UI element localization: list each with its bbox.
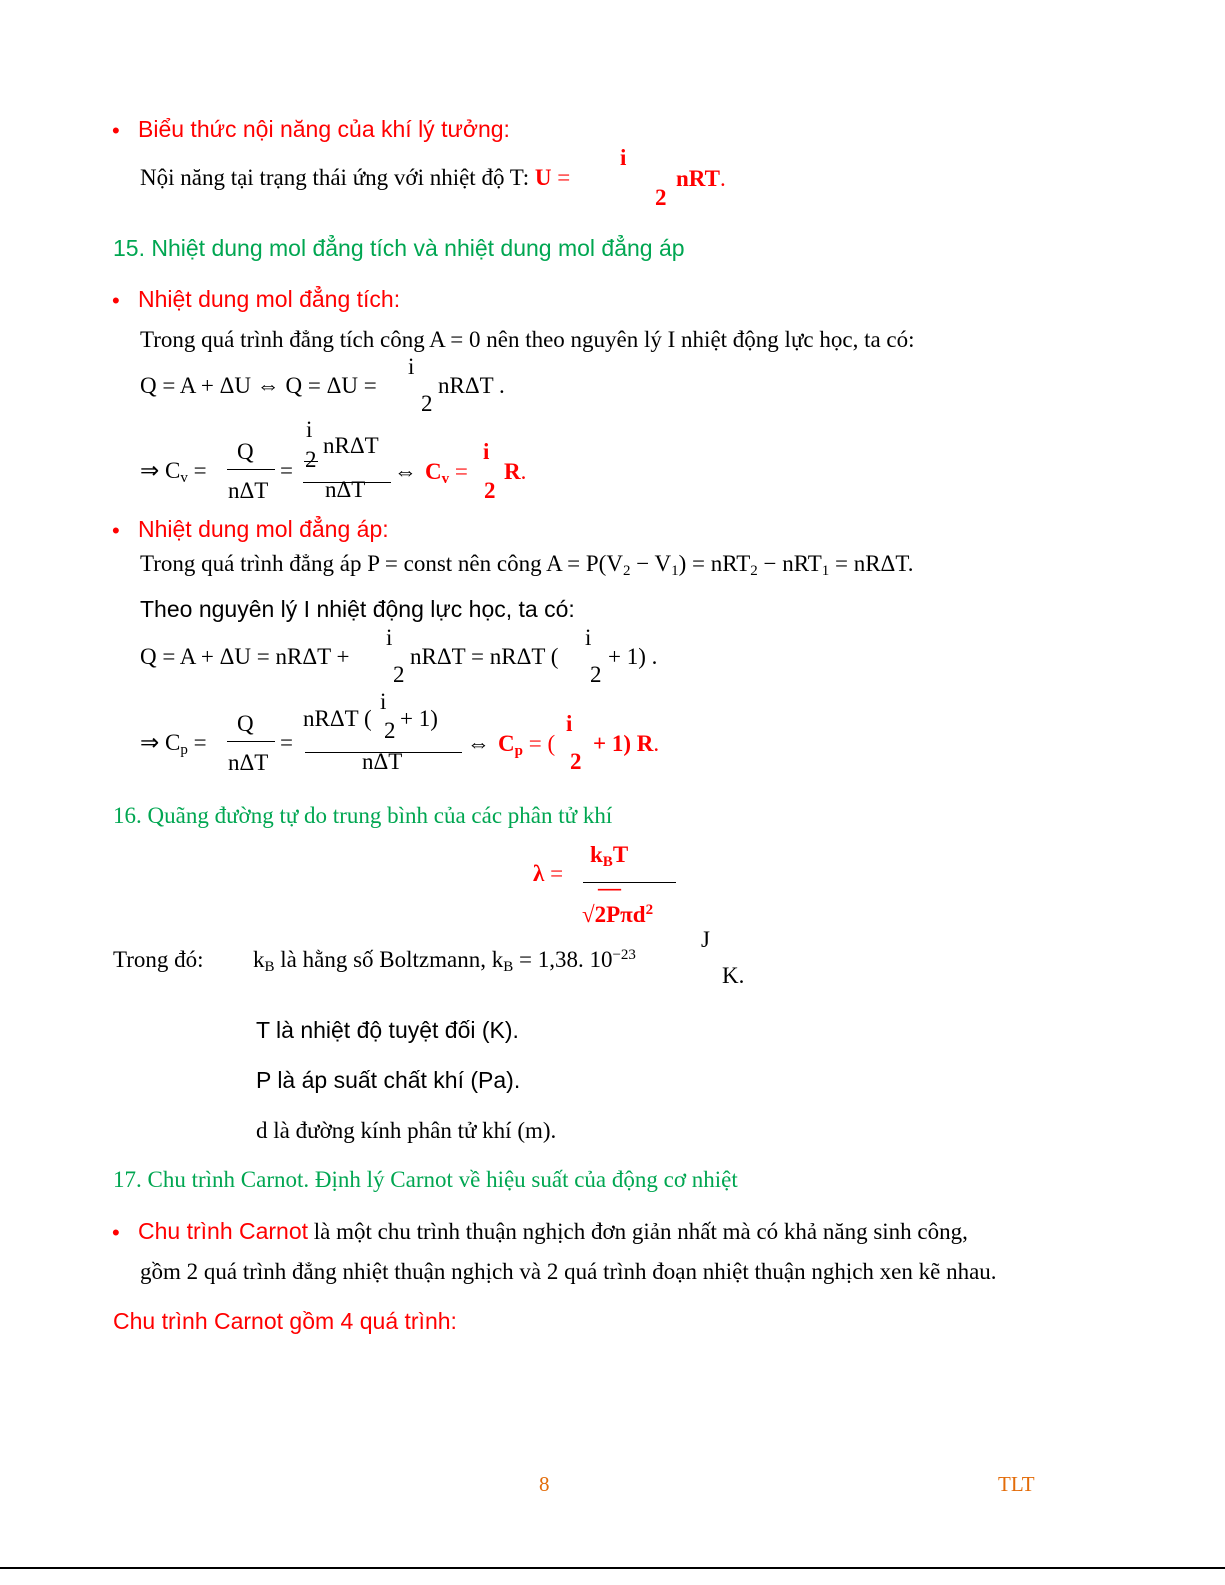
isobaric-law-line: Theo nguyên lý I nhiệt động lực học, ta có:: [140, 596, 575, 622]
dot: .: [653, 731, 660, 756]
equals: =: [280, 458, 293, 483]
internal-energy-prefix: Nội năng tại trạng thái ứng với nhiệt độ T:: [140, 165, 535, 190]
kb-value: = 1,38. 10: [513, 947, 613, 972]
section17-heading: 17. Chu trình Carnot. Định lý Carnot về hiệu suất của động cơ nhiệt: [113, 1167, 738, 1192]
sub-v: v: [180, 470, 188, 486]
carnot-bullet-line1: [138, 1220, 968, 1243]
sub-B: B: [264, 959, 275, 975]
where-label: Trong đó:: [113, 947, 204, 972]
frac-i: i: [566, 711, 573, 736]
k-text: k: [590, 842, 603, 867]
frac-two: 2: [655, 185, 667, 210]
cp-implies: [140, 730, 207, 758]
plus-one: + 1): [593, 731, 637, 756]
sub-1: 1: [821, 563, 830, 579]
overline: —: [598, 875, 621, 900]
exp-2: 2: [645, 902, 654, 918]
exp-neg23: −23: [612, 947, 636, 963]
k-text: k: [253, 947, 265, 972]
frac-Q-num: Q: [237, 439, 254, 464]
frac-two: 2: [393, 662, 405, 687]
isobaric-eq-end: + 1) .: [608, 644, 658, 669]
cp-tail: [593, 732, 659, 755]
equals: =: [454, 459, 468, 484]
lambda-denominator: [582, 903, 653, 926]
implies-C: ⇒ C: [140, 730, 181, 755]
nRT-text: nRT: [676, 166, 720, 191]
R-symbol: [504, 460, 526, 483]
lambda-text: λ: [533, 861, 545, 886]
frac-i: i: [408, 354, 415, 379]
section15-heading: 15. Nhiệt dung mol đẳng tích và nhiệt dung mol đẳng áp: [113, 235, 685, 261]
page-number: 8: [539, 1472, 550, 1496]
sub-2: 2: [750, 563, 758, 579]
frac-nDT-den: nΔT: [228, 750, 269, 775]
iff: ⇔: [394, 459, 417, 484]
sub-p: p: [180, 742, 188, 758]
equals: =: [550, 861, 564, 886]
sub-p: p: [514, 743, 523, 759]
bullet-dot: •: [112, 288, 120, 313]
fraction-bar: [583, 882, 676, 883]
dot: .: [520, 459, 527, 484]
fraction-bar-small: [304, 461, 318, 462]
minus-nrt: − nRT: [757, 551, 822, 576]
sub-B: B: [602, 854, 613, 870]
carnot-bullet-line2: gồm 2 quá trình đẳng nhiệt thuận nghịch và 2 quá trình đoạn nhiệt thuận nghịch xen kẽ nhau.: [140, 1259, 997, 1284]
carnot-four-processes: Chu trình Carnot gồm 4 quá trình:: [113, 1308, 457, 1334]
frac-two: 2: [305, 447, 317, 472]
internal-energy-line: [140, 166, 570, 189]
equals: =: [557, 165, 571, 190]
equals: =: [193, 458, 207, 483]
sub-1: 1: [671, 563, 679, 579]
frac-nDT-den: nΔT: [325, 477, 366, 502]
frac-i: i: [386, 625, 393, 650]
frac-nDT-den: nΔT: [362, 749, 403, 774]
sub-2: 2: [622, 563, 631, 579]
frac-Q-num: Q: [237, 711, 254, 736]
carnot-line1-rest: là một chu trình thuận nghịch đơn giản nhất mà có khả năng sinh công,: [313, 1219, 968, 1244]
R-text: R: [504, 459, 521, 484]
R-text: R: [636, 731, 654, 756]
frac-i: i: [483, 439, 490, 464]
fraction-bar: [227, 469, 275, 470]
symbol-nRT: [676, 167, 726, 190]
iff: ⇔: [467, 731, 490, 756]
carnot-red-term: Chu trình Carnot: [138, 1218, 309, 1244]
symbol-U: U: [534, 165, 552, 190]
T-text: T: [612, 842, 629, 867]
isobaric-intro: [140, 551, 914, 579]
isochoric-eq1-right: nRΔT .: [438, 373, 505, 398]
bullet-dot: •: [112, 518, 120, 543]
kb-desc: là hằng số Boltzmann, k: [274, 947, 504, 972]
equals: =: [193, 730, 207, 755]
isochoric-eq1-left: Q = A + ΔU ⇔ Q = ΔU =: [140, 373, 377, 398]
isochoric-intro: Trong quá trình đẳng tích công A = 0 nên theo nguyên lý I nhiệt động lực học, ta có:: [140, 327, 915, 352]
unit-J: J: [701, 927, 710, 952]
unit-K: [722, 964, 744, 987]
intro-text: Trong quá trình đẳng áp P = const nên công A = P(V: [140, 551, 623, 576]
frac-two: 2: [570, 749, 582, 774]
frac-i: i: [620, 145, 627, 170]
end-text: = nRΔT.: [829, 551, 914, 576]
cv-result: [425, 459, 468, 487]
implies-C: ⇒ C: [140, 458, 181, 483]
isochoric-title: Nhiệt dung mol đẳng tích:: [138, 286, 401, 312]
sub-B: B: [503, 959, 514, 975]
frac-two: 2: [484, 478, 496, 503]
section16-heading: 16. Quãng đường tự do trung bình của các phân tử khí: [113, 803, 613, 828]
frac-two: 2: [421, 391, 433, 416]
cp-num-left: nRΔT (: [303, 706, 372, 731]
bullet-dot: •: [112, 118, 120, 143]
frac-two: 2: [384, 718, 396, 743]
isobaric-eq-mid: nRΔT = nRΔT (: [410, 644, 559, 669]
frac-nDT-den: nΔT: [228, 478, 269, 503]
frac-i: i: [380, 689, 387, 714]
bottom-rule: [0, 1567, 1225, 1569]
d-description: d là đường kính phân tử khí (m).: [256, 1118, 557, 1143]
cp-result: [498, 731, 556, 759]
frac-i: i: [585, 625, 592, 650]
C-symbol: C: [498, 731, 515, 756]
dot: .: [738, 963, 745, 988]
mid-text: ) = nRT: [678, 551, 751, 576]
bullet-dot: •: [112, 1220, 120, 1245]
lambda-symbol: [533, 862, 563, 885]
fraction-bar: [227, 741, 275, 742]
isobaric-eq-left: Q = A + ΔU = nRΔT +: [140, 644, 350, 669]
boltzmann-line: [253, 947, 636, 975]
sqrt-text: √2Pπd: [582, 902, 646, 927]
internal-energy-title: Biểu thức nội năng của khí lý tưởng:: [138, 116, 510, 142]
lambda-numerator: [590, 842, 629, 870]
C-symbol: C: [425, 459, 442, 484]
frac-i: i: [306, 417, 313, 442]
equals: =: [280, 730, 293, 755]
T-description: T là nhiệt độ tuyệt đối (K).: [256, 1017, 519, 1043]
P-description: P là áp suất chất khí (Pa).: [256, 1067, 521, 1093]
frac-two: 2: [590, 662, 602, 687]
isobaric-title: Nhiệt dung mol đẳng áp:: [138, 516, 389, 542]
dot: .: [719, 166, 726, 191]
minus-v: − V: [630, 551, 672, 576]
open-paren: = (: [528, 731, 556, 756]
cv-implies: [140, 458, 207, 486]
author-initials: TLT: [998, 1472, 1035, 1496]
frac-nRDT: nRΔT: [323, 433, 379, 458]
K-text: K: [722, 963, 739, 988]
sub-v: v: [441, 471, 450, 487]
cp-num-right: + 1): [400, 706, 438, 731]
